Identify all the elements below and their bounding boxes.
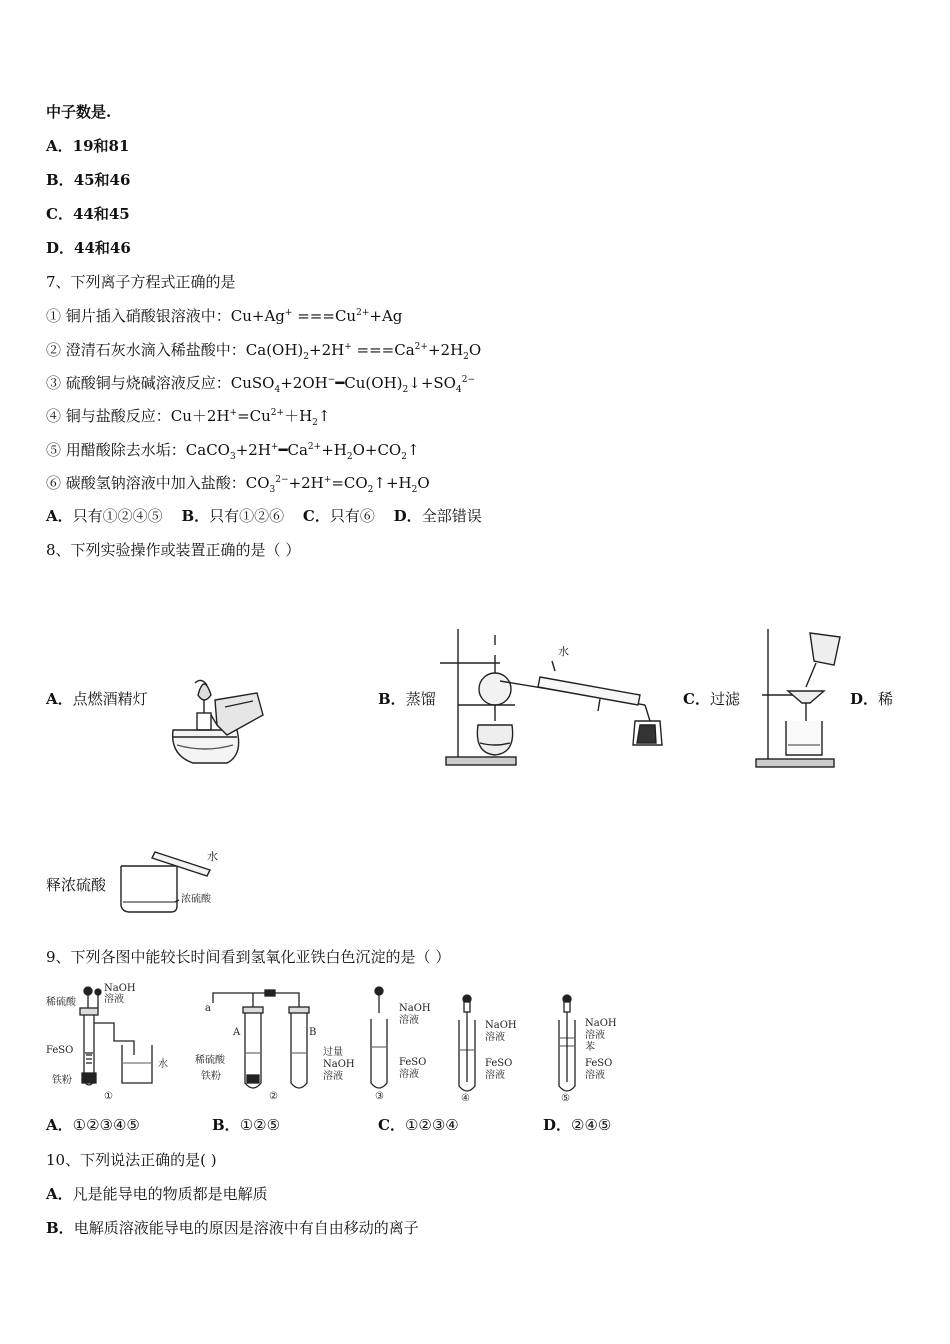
figure-dilute-acid — [115, 840, 240, 920]
q10-option-a: A．凡是能导电的物质都是电解质 — [46, 1185, 268, 1203]
q8-option-d: D．稀 — [850, 690, 894, 708]
q7-item-6: ⑥ 碳酸氢钠溶液中加入盐酸：$CO_3^{2-}+2H^+=CO_2↑+H_2O$ — [46, 474, 430, 495]
svg-text:②: ② — [269, 1091, 278, 1102]
svg-text:稀硫酸: 稀硫酸 — [46, 997, 76, 1008]
concentrated-acid-label: 浓硫酸 — [181, 894, 211, 905]
svg-text:溶液: 溶液 — [104, 994, 124, 1005]
q8-option-c: C．过滤 — [683, 690, 740, 708]
svg-text:铁粉: 铁粉 — [201, 1071, 221, 1082]
q7-item-5: ⑤ 用醋酸除去水垢：$CaCO_3+2H^+━Ca^{2+}+H_2O+CO_2↑$ — [46, 441, 420, 462]
q9-figure-4 — [455, 990, 545, 1105]
svg-text:FeSO: FeSO — [585, 1058, 613, 1069]
q8-option-d-continued: 释浓硫酸 — [46, 876, 107, 894]
svg-text:NaOH: NaOH — [585, 1018, 617, 1029]
q9-option-a: A．①②③④⑤ — [46, 1116, 140, 1134]
q6-option-d — [46, 238, 131, 258]
svg-text:溶液: 溶液 — [399, 1015, 419, 1026]
svg-text:①: ① — [104, 1091, 113, 1102]
q7-answer-options — [46, 506, 482, 526]
option-text: 44和46 — [74, 239, 131, 257]
option-text: 45和46 — [73, 171, 131, 189]
q9-figure-2 — [195, 983, 360, 1103]
option-letter: C． — [46, 205, 73, 223]
q9-option-c: C．①②③④ — [378, 1116, 459, 1134]
svg-text:FeSO: FeSO — [399, 1057, 427, 1068]
svg-text:溶液: 溶液 — [585, 1030, 605, 1041]
svg-text:铁粉: 铁粉 — [52, 1075, 72, 1086]
q6-option-c — [46, 204, 130, 224]
option-text: 全部错误 — [421, 507, 482, 525]
figure-distillation — [440, 625, 685, 770]
q9-figure-3 — [365, 983, 455, 1103]
svg-text:B: B — [309, 1027, 317, 1038]
question-6-stem-end: 中子数是. — [46, 103, 112, 121]
water-label: 水 — [207, 850, 218, 863]
option-text: 44和45 — [72, 205, 130, 223]
option-letter: A． — [46, 137, 73, 155]
svg-text:溶液: 溶液 — [485, 1070, 505, 1081]
q7-item-1: ① 铜片插入硝酸银溶液中：$Cu+Ag^+ ===Cu^{2+}+Ag$ — [46, 307, 403, 325]
q9-figure-1 — [46, 983, 181, 1103]
figure-filtration — [752, 625, 852, 770]
option-letter: D． — [393, 507, 422, 525]
q7-item-4: ④ 铜与盐酸反应：$Cu+2H^+=Cu^{2+}+H_2↑$ — [46, 407, 331, 428]
svg-text:溶液: 溶液 — [485, 1032, 505, 1043]
svg-text:FeSO: FeSO — [485, 1058, 513, 1069]
q8-option-a: A．点燃酒精灯 — [46, 690, 148, 708]
svg-text:NaOH: NaOH — [323, 1059, 355, 1070]
svg-text:③: ③ — [375, 1091, 384, 1102]
svg-text:A: A — [233, 1027, 241, 1038]
q8-option-b: B．蒸馏 — [378, 690, 436, 708]
option-text: 只有①②⑥ — [209, 507, 285, 525]
svg-text:④: ④ — [461, 1093, 470, 1104]
svg-text:NaOH: NaOH — [485, 1020, 517, 1031]
question-9-stem: 9、下列各图中能较长时间看到氢氧化亚铁白色沉淀的是（ ） — [46, 948, 451, 966]
svg-text:NaOH: NaOH — [399, 1003, 431, 1014]
q10-option-b: B．电解质溶液能导电的原因是溶液中有自由移动的离子 — [46, 1219, 419, 1237]
svg-text:NaOH: NaOH — [104, 983, 136, 994]
question-10-stem: 10、下列说法正确的是( ) — [46, 1151, 217, 1169]
question-8-stem: 8、下列实验操作或装置正确的是（ ） — [46, 541, 301, 559]
svg-text:FeSO: FeSO — [46, 1045, 74, 1056]
svg-text:⑤: ⑤ — [561, 1093, 570, 1104]
svg-text:过量: 过量 — [323, 1047, 343, 1058]
svg-text:稀硫酸: 稀硫酸 — [195, 1055, 225, 1066]
q9-option-d: D．②④⑤ — [543, 1116, 612, 1134]
q6-option-a — [46, 136, 129, 156]
svg-text:溶液: 溶液 — [323, 1071, 343, 1082]
q9-figure-5 — [555, 990, 645, 1105]
option-letter: D． — [46, 239, 75, 257]
svg-text:水: 水 — [158, 1059, 168, 1070]
option-letter: A． — [46, 507, 73, 525]
figure-alcohol-lamp — [165, 655, 270, 770]
option-text: 只有①②④⑤ — [72, 507, 163, 525]
svg-text:溶液: 溶液 — [585, 1070, 605, 1081]
svg-text:苯: 苯 — [585, 1042, 595, 1053]
option-text: 19和81 — [72, 137, 130, 155]
q7-item-3: ③ 硫酸铜与烧碱溶液反应：$CuSO_4+2OH^-━Cu(OH)_2↓+SO_4^{2-}$ — [46, 374, 475, 395]
option-letter: C． — [302, 507, 330, 525]
svg-text:溶液: 溶液 — [399, 1069, 419, 1080]
q6-option-b — [46, 170, 130, 190]
q9-option-b: B．①②⑤ — [212, 1116, 281, 1134]
option-letter: B． — [46, 171, 74, 189]
svg-text:a: a — [205, 1003, 211, 1014]
option-text: 只有⑥ — [329, 507, 375, 525]
option-letter: B． — [181, 507, 210, 525]
question-7-stem: 7、下列离子方程式正确的是 — [46, 273, 236, 291]
q7-item-2: ② 澄清石灰水滴入稀盐酸中：$Ca(OH)_2+2H^+ ===Ca^{2+}+2H_2O$ — [46, 341, 482, 362]
water-label: 水 — [558, 645, 569, 658]
